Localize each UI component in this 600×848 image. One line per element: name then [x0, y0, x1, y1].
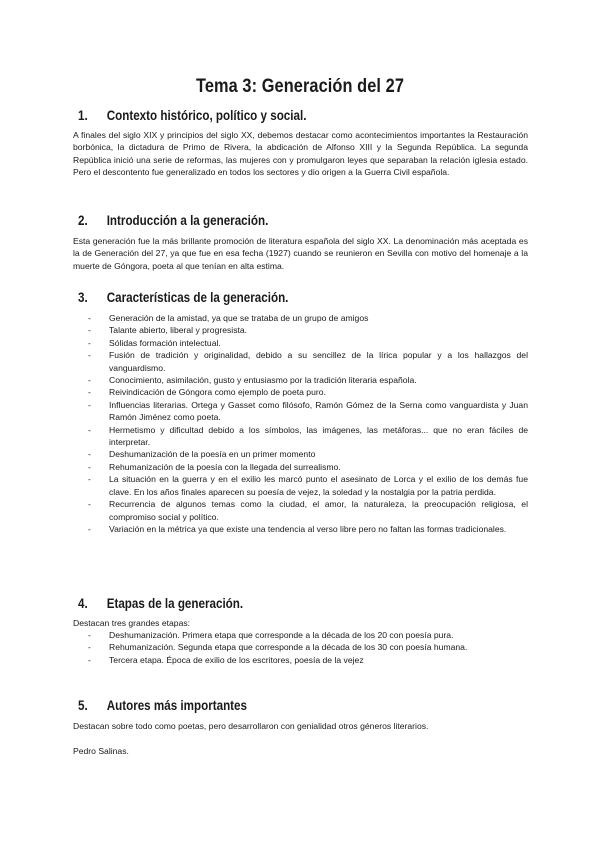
paragraph-authors: Destacan sobre todo como poetas, pero desarrollaron con genialidad otros géneros literarios.: [73, 721, 429, 731]
list-item: - Fusión de tradición y originalidad, debido a su sencillez de la lírica popular y a los hallazgos del vanguardismo.: [88, 350, 528, 373]
bullet-dash: -: [88, 474, 91, 485]
section-title: Autores más importantes: [106, 698, 247, 714]
section-number: 1.: [78, 108, 88, 124]
section-number: 4.: [78, 596, 88, 612]
section-number: 2.: [78, 213, 88, 229]
bullet-dash: -: [88, 375, 91, 386]
stages-intro: Destacan tres grandes etapas:: [73, 618, 191, 628]
list-item: - Deshumanización. Primera etapa que corresponde a la década de los 20 con poesía pura.: [88, 630, 454, 640]
bullet-dash: -: [88, 499, 91, 510]
list-item: - Deshumanización de la poesía en un primer momento: [88, 449, 316, 460]
section-title: Características de la generación.: [106, 290, 289, 306]
author-name: Pedro Salinas.: [73, 746, 129, 756]
section-heading-authors: [78, 698, 247, 714]
list-item: - La situación en la guerra y en el exilio les marcó punto el asesinato de Lorca y el exilio de los demás fue clave. En los años finales aparecen su poesía de vejez, la soledad y la nostalgia por la patria perdida.: [88, 474, 528, 497]
bullet-dash: -: [88, 337, 91, 348]
section-number: 5.: [78, 698, 88, 714]
bullet-dash: -: [88, 523, 91, 534]
page-title: Tema 3: Generación del 27: [195, 76, 404, 97]
list-item: - Rehumanización de la poesía con la llegada del surrealismo.: [88, 461, 341, 472]
section-title: Etapas de la generación.: [106, 596, 244, 612]
section-heading-stages: [78, 596, 243, 612]
list-item: - Recurrencia de algunos temas como la ciudad, el amor, la naturaleza, la preocupación religiosa, el compromiso social y político.: [88, 499, 528, 522]
paragraph-context: A finales del siglo XIX y principios del siglo XX, debemos destacar como acontecimientos importantes la Restauración borbónica, la dictadura de Primo de Rivera, la abdicación de Alfonso XIII y la Segunda República. La segunda República inició una serie de reformas, las mujeres con y promulgaron leyes que separaban la relación iglesia estado. Pero el descontento fue generalizado en todos los sectores y dio origen a la Guerra Civil española.: [73, 130, 528, 178]
bullet-dash: -: [88, 449, 91, 460]
section-heading-intro: [78, 213, 268, 229]
section-number: 3.: [78, 290, 88, 306]
section-heading-characteristics: [78, 290, 288, 306]
bullet-dash: -: [88, 399, 91, 410]
bullet-dash: -: [88, 325, 91, 336]
bullet-dash: -: [88, 654, 91, 665]
list-item: - Conocimiento, asimilación, gusto y entusiasmo por la tradición literaria española.: [88, 375, 417, 386]
list-item: - Rehumanización. Segunda etapa que corresponde a la década de los 30 con poesía humana.: [88, 642, 468, 653]
bullet-dash: -: [88, 387, 91, 398]
bullet-dash: -: [88, 642, 91, 653]
list-item: - Talante abierto, liberal y progresista.: [88, 325, 248, 336]
list-item: - Reivindicación de Góngora como ejemplo de poeta puro.: [88, 387, 326, 398]
bullet-dash: -: [88, 461, 91, 472]
list-item: - Influencias literarias. Ortega y Gasset como filósofo, Ramón Gómez de la Serna como vanguardista y Juan Ramón Jiménez como poeta.: [88, 399, 528, 423]
list-item: - Tercera etapa. Época de exilio de los escritores, poesía de la vejez: [88, 654, 364, 665]
characteristics-list: [88, 312, 528, 535]
bullet-dash: -: [88, 313, 91, 323]
stages-list: [88, 629, 528, 666]
section-title: Introducción a la generación.: [106, 213, 269, 229]
bullet-dash: -: [88, 424, 91, 435]
section-heading-context: [78, 108, 306, 124]
list-item: - Hermetismo y dificultad debido a los símbolos, las imágenes, las metáforas... que no eran fáciles de interpretar.: [88, 424, 528, 448]
bullet-dash: -: [88, 350, 91, 361]
bullet-dash: -: [88, 630, 91, 640]
paragraph-intro: Esta generación fue la más brillante promoción de literatura española del siglo XX. La denominación más aceptada es la de Generación del 27, ya que fue en esa fecha (1927) cuando se reunieron en Sevilla con motivo del homenaje a la muerte de Góngora, poeta al que tenían en alta estima.: [73, 236, 528, 271]
section-title: Contexto histórico, político y social.: [106, 108, 307, 124]
list-item: - Generación de la amistad, ya que se trataba de un grupo de amigos: [88, 313, 369, 323]
list-item: - Variación en la métrica ya que existe una tendencia al verso libre pero no faltan las formas tradicionales.: [88, 523, 507, 534]
list-item: - Sólidas formación intelectual.: [88, 337, 221, 348]
